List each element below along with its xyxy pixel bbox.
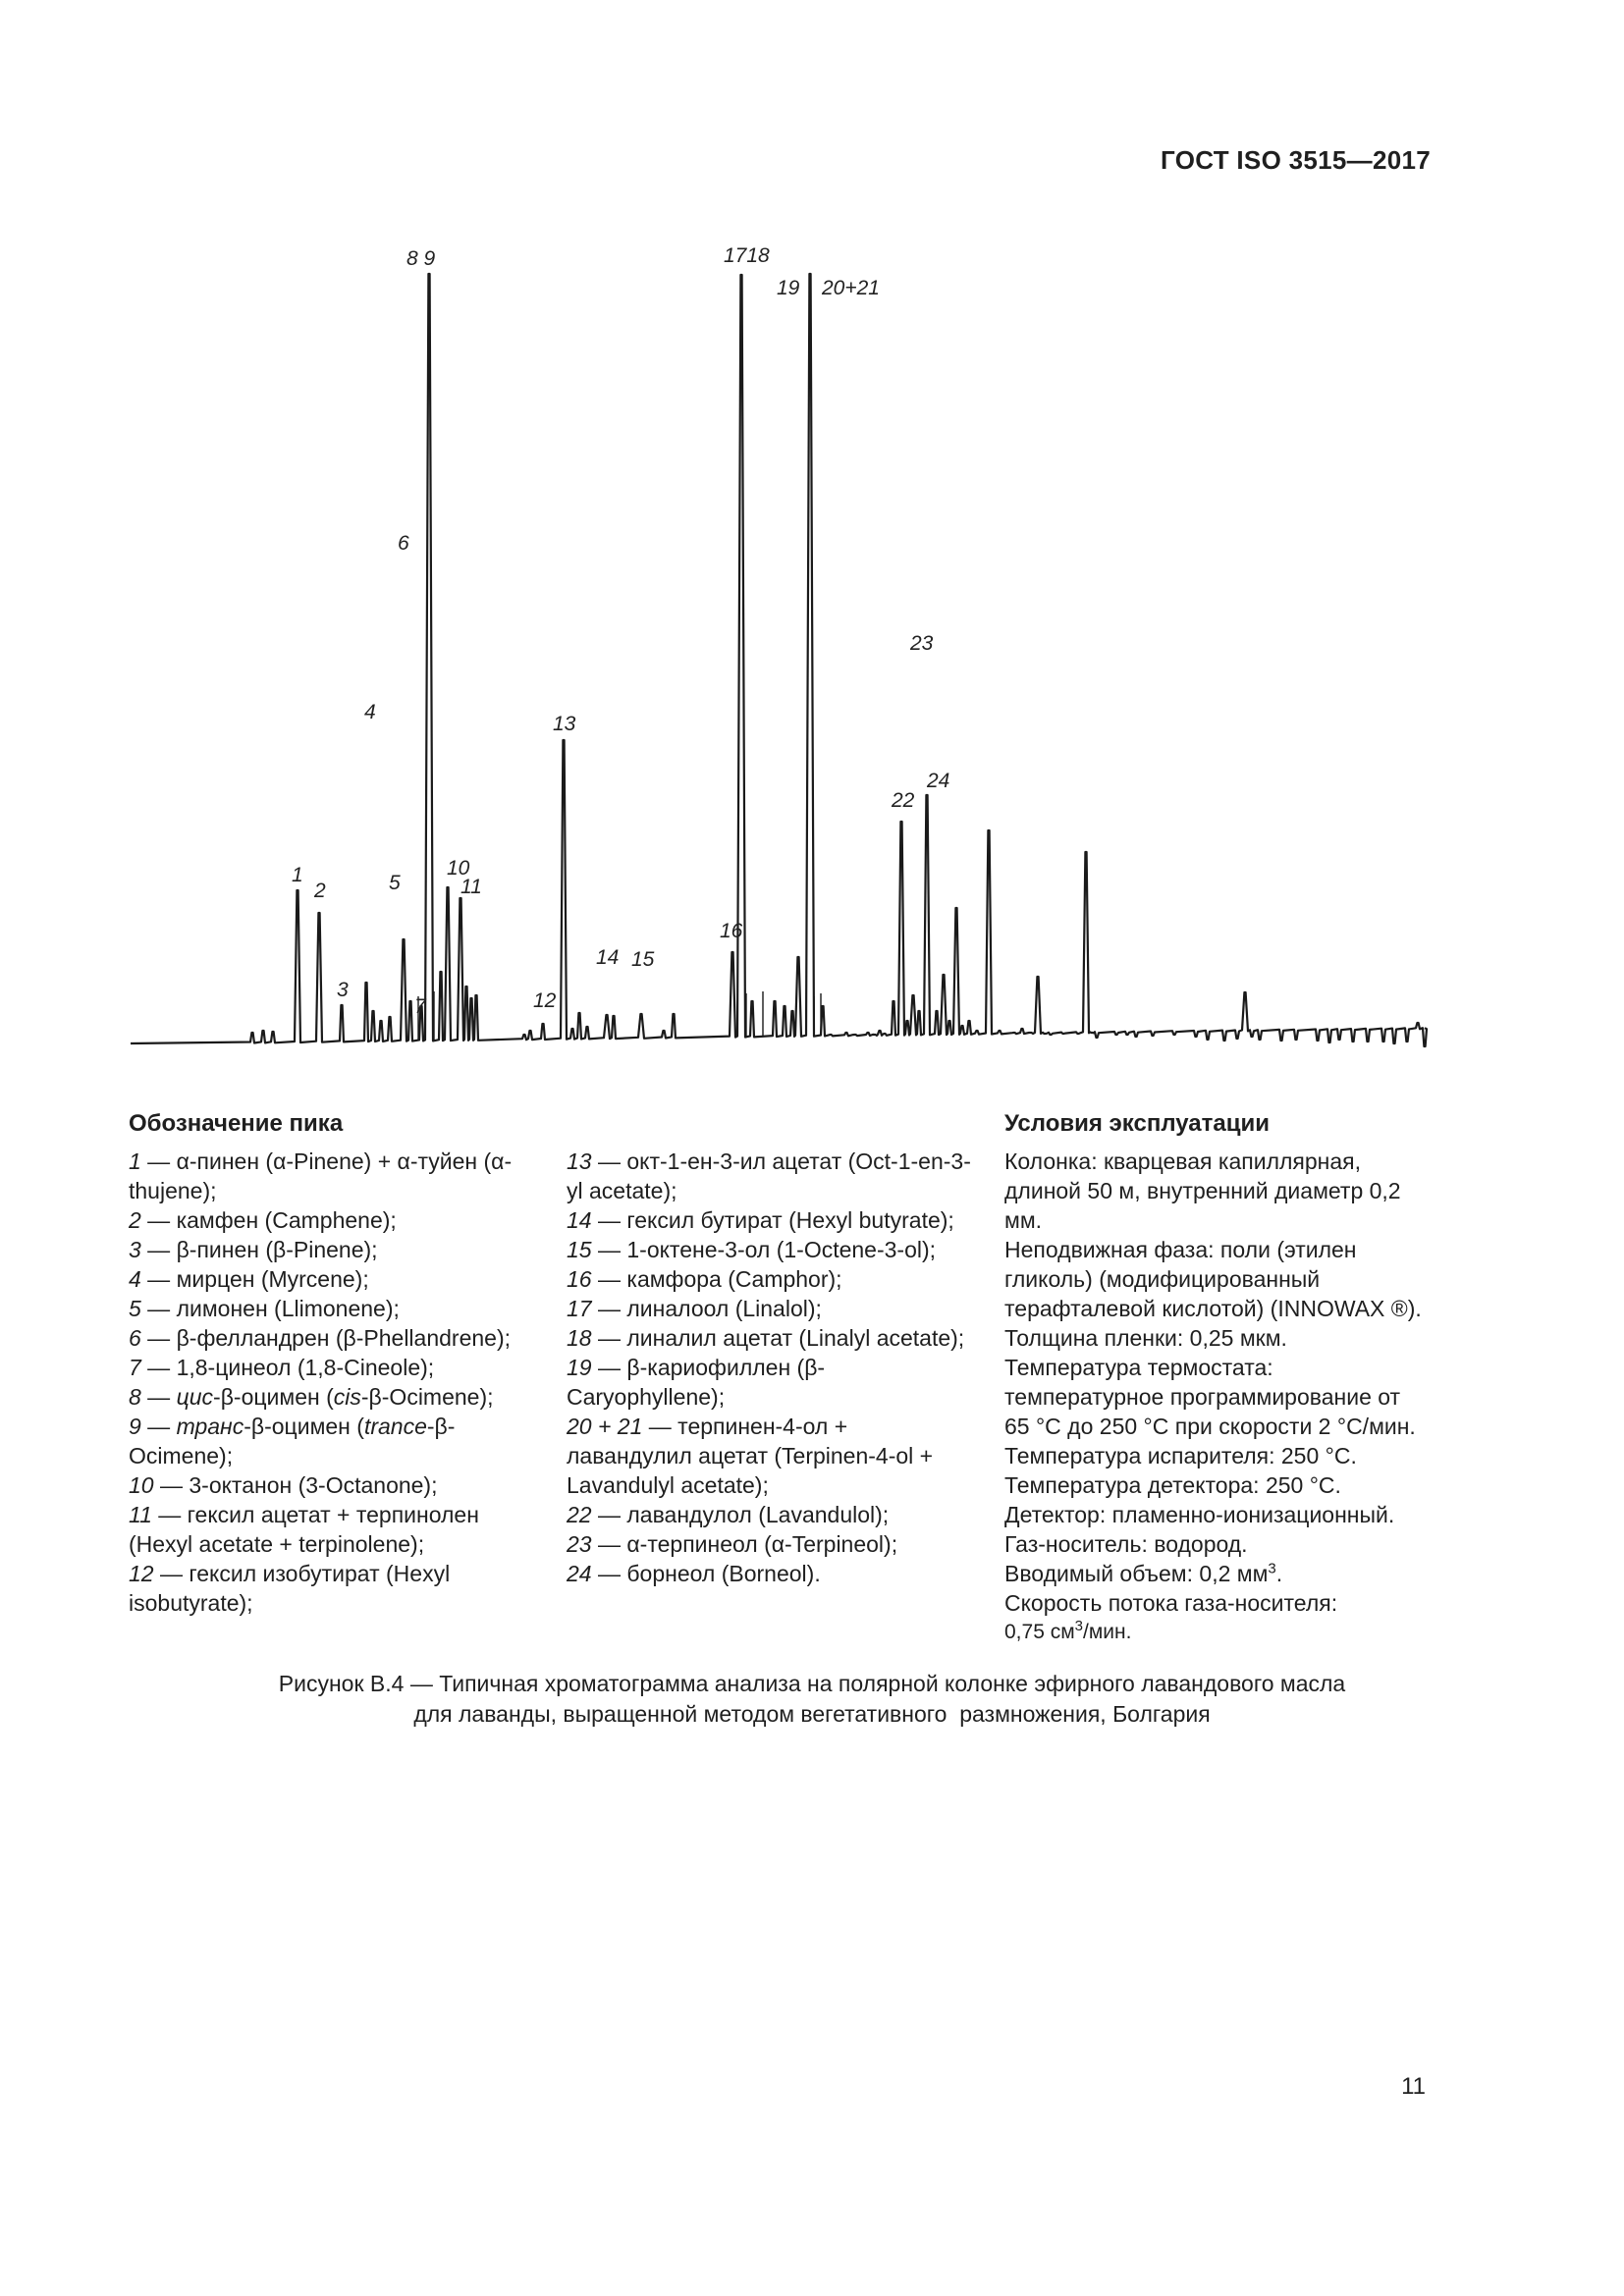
condition-volume: Вводимый объем: 0,2 $мм^3$. <box>1004 1560 1283 1586</box>
legend-item: 22 — лавандулол (Lavandulol); <box>567 1502 890 1527</box>
condition-line: Температура детектора: 250 °С. <box>1004 1472 1341 1498</box>
legend-item: 6 — β-феллaндрен (β-Phellandrene); <box>129 1325 511 1351</box>
peak-label-12: 12 <box>533 989 557 1012</box>
peak-label-22: 22 <box>892 789 915 812</box>
peak-number: 13 <box>567 1148 592 1174</box>
legend-item: 23 — α-терпинеол (α-Terpineol); <box>567 1531 898 1557</box>
condition-line: Детектор: пламенно-ионизационный. <box>1004 1502 1395 1527</box>
peak-number: 6 <box>129 1325 141 1351</box>
peak-label-8-9: 8 9 <box>406 247 436 270</box>
peak-number: 8 <box>129 1384 141 1410</box>
peak-label-24: 24 <box>927 770 950 792</box>
legend-item: 13 — окт-1-ен-3-ил ацетат (Oct-1-en-3-yl acetate); <box>567 1148 971 1203</box>
legend-item: 19 — β-кариофиллен (β-Caryophyllene); <box>567 1355 826 1410</box>
legend-item: 2 — камфен (Camphene); <box>129 1207 397 1233</box>
condition-line: Температура испарителя: 250 °С. <box>1004 1443 1357 1468</box>
peak-number: 19 <box>567 1355 592 1380</box>
condition-flow: Скорость потока газа-носителя: <box>1004 1590 1338 1616</box>
condition-line: Газ-носитель: водород. <box>1004 1531 1248 1557</box>
legend-column-1 <box>129 1109 541 1618</box>
peak-label-10: 10 <box>447 857 470 880</box>
legend-item: 18 — линалил ацетат (Linalyl acetate); <box>567 1325 965 1351</box>
peak-label-19: 19 <box>777 277 800 299</box>
peak-number: 7 <box>129 1355 141 1380</box>
peak-number: 11 <box>129 1502 152 1527</box>
peak-label-7: 7 <box>414 995 426 1018</box>
legend-item: 14 — гексил бутират (Hexyl butyrate); <box>567 1207 954 1233</box>
conditions-column <box>1004 1109 1427 1647</box>
peak-number: 24 <box>567 1561 592 1586</box>
peak-number: 18 <box>567 1325 592 1351</box>
legend-heading: Обозначение пика <box>129 1110 344 1137</box>
condition-flow-value: 0,75 $см^3$/мин. <box>1004 1618 1132 1643</box>
condition-line: Толщина пленки: 0,25 мкм. <box>1004 1325 1287 1351</box>
figure-caption <box>0 1669 1624 1730</box>
chromatogram <box>0 0 1624 1090</box>
peak-number: 9 <box>129 1414 141 1439</box>
peak-label-17-18: 1718 <box>724 244 770 267</box>
legend-item: 20 + 21 — терпинен-4-ол + лавандулил ацетат (Terpinen-4-ol + Lavandulyl acetate); <box>567 1414 934 1498</box>
condition-line: Температура термостата: температурное программирование от 65 °С до 250 °С при скорости 2 °С/мин. <box>1004 1355 1416 1439</box>
peak-number: 20 + 21 <box>567 1414 643 1439</box>
peak-number: 16 <box>567 1266 592 1292</box>
legend-item: 17 — линалоол (Linalol); <box>567 1296 822 1321</box>
peak-label-15: 15 <box>631 948 655 971</box>
caption-line-2: для лаванды, выращенной методом вегетативного размножения, Болгария <box>413 1701 1211 1727</box>
legend-item: 9 — транс-β-оцимен (trance-β-Ocimene); <box>129 1414 456 1468</box>
condition-line: Неподвижная фаза: поли (этилен гликоль) (модифицированный терафталевой кислотой) (INNOWAX ®). <box>1004 1237 1422 1321</box>
condition-line: Колонка: кварцевая капиллярная, длиной 50 м, внутренний диаметр 0,2 мм. <box>1004 1148 1401 1233</box>
peak-number: 10 <box>129 1472 154 1498</box>
peak-label-14: 14 <box>596 946 620 969</box>
peak-label-11: 11 <box>460 876 482 898</box>
caption-line-1: Рисунок В.4 — Типичная хроматограмма анализа на полярной колонке эфирного лавандового масла <box>278 1671 1346 1696</box>
legend-item: 12 — гексил изобутират (Hexyl isobutyrate); <box>129 1561 451 1616</box>
peak-label-3: 3 <box>337 979 349 1001</box>
legend-column-2 <box>567 1109 979 1588</box>
legend-item: 8 — цис-β-оцимен (cis-β-Ocimene); <box>129 1384 494 1410</box>
legend-item: 11 — гексил ацетат + терпинолен (Hexyl acetate + terpinolene); <box>129 1502 479 1557</box>
legend-item: 1 — α-пинен (α-Pinene) + α-туйен (α-thujene); <box>129 1148 513 1203</box>
peak-label-6: 6 <box>398 532 409 555</box>
legend-item: 15 — 1-октене-3-ол (1-Octene-3-ol); <box>567 1237 937 1262</box>
peak-number: 2 <box>129 1207 141 1233</box>
peak-number: 5 <box>129 1296 141 1321</box>
chromatogram-trace <box>131 274 1427 1046</box>
peak-label-5: 5 <box>389 872 401 894</box>
peak-labels <box>292 244 949 1018</box>
peak-label-2: 2 <box>314 880 326 902</box>
legend-item: 24 — борнеол (Borneol). <box>567 1561 821 1586</box>
peak-label-4: 4 <box>364 701 376 723</box>
legend-item: 10 — 3-октанон (3-Octanone); <box>129 1472 438 1498</box>
peak-number: 1 <box>129 1148 141 1174</box>
peak-number: 22 <box>567 1502 592 1527</box>
peak-number: 23 <box>567 1531 592 1557</box>
peak-number: 15 <box>567 1237 592 1262</box>
standard-header: ГОСТ ISO 3515—2017 <box>1161 145 1431 175</box>
page-number: 11 <box>1401 2073 1426 2100</box>
peak-number: 12 <box>129 1561 154 1586</box>
legend-item: 3 — β-пинен (β-Pinene); <box>129 1237 378 1262</box>
legend-item: 16 — камфора (Camphor); <box>567 1266 842 1292</box>
peak-label-23: 23 <box>910 632 934 655</box>
legend-item: 7 — 1,8-цинеол (1,8-Cineole); <box>129 1355 435 1380</box>
conditions-heading: Условия эксплуатации <box>1004 1110 1270 1137</box>
peak-number: 14 <box>567 1207 592 1233</box>
trace-line <box>131 274 1427 1046</box>
peak-number: 17 <box>567 1296 592 1321</box>
legend-item: 4 — мирцен (Myrcene); <box>129 1266 369 1292</box>
peak-number: 3 <box>129 1237 141 1262</box>
peak-number: 4 <box>129 1266 141 1292</box>
legend-item: 5 — лимонен (Llimonene); <box>129 1296 400 1321</box>
peak-label-1: 1 <box>292 864 303 886</box>
peak-label-13: 13 <box>553 713 576 735</box>
peak-label-16: 16 <box>720 920 743 942</box>
peak-label-20-21: 20+21 <box>822 277 880 299</box>
